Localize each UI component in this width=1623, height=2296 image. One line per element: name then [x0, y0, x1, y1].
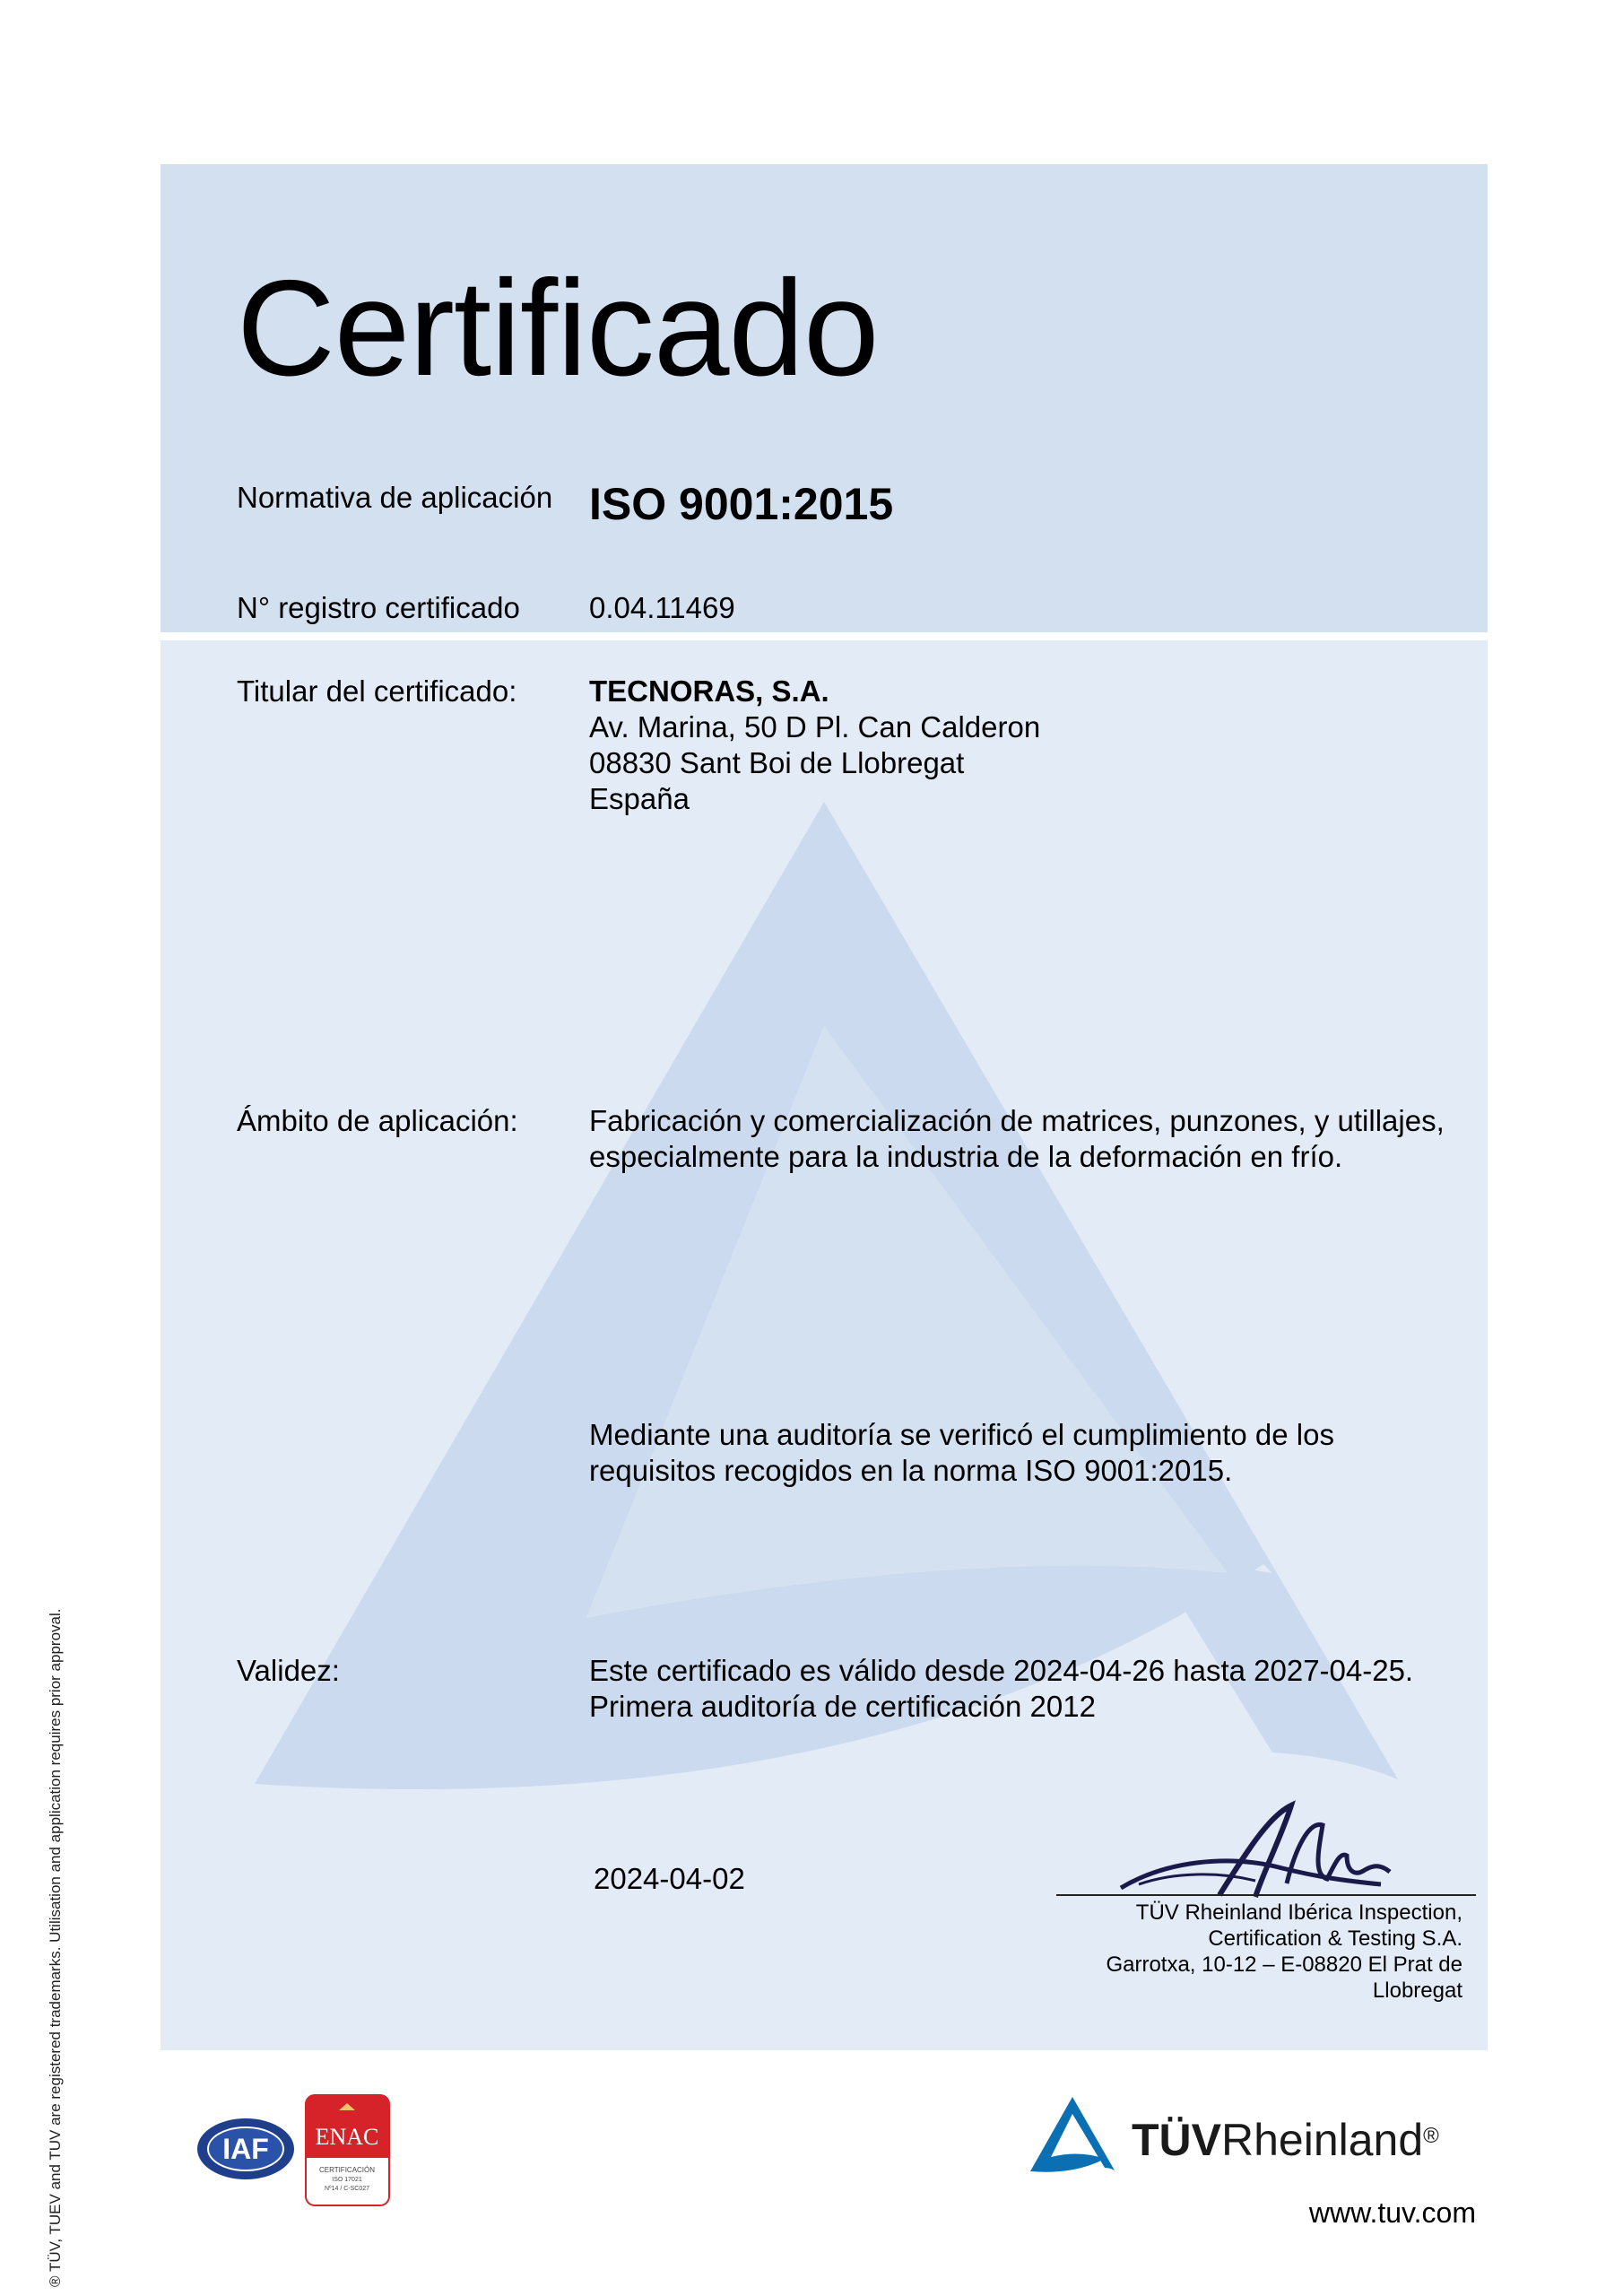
issuer-line: Llobregat	[1372, 1979, 1462, 2003]
audit-statement	[589, 1417, 1334, 1489]
scope-value	[589, 1103, 1445, 1175]
trademark-note: ® TÜV, TUEV and TUV are registered trademarks. Utilisation and application requires prior approval.	[47, 1608, 64, 2287]
registered-mark: ®	[1423, 2124, 1439, 2148]
tuv-triangle-logo	[1028, 2094, 1117, 2175]
enac-logo	[305, 2094, 390, 2206]
issuer-block	[996, 1900, 1462, 2004]
enac-sub: CERTIFICACIÓN	[318, 2166, 376, 2174]
scope-line: Fabricación y comercialización de matrices, punzones, y utillajes,	[589, 1104, 1445, 1137]
holder-address-line: España	[589, 782, 690, 815]
standard-value: ISO 9001:2015	[589, 479, 894, 529]
registry-value: 0.04.11469	[589, 591, 735, 624]
scope-line: especialmente para la industria de la deformación en frío.	[589, 1140, 1343, 1173]
issue-date: 2024-04-02	[594, 1862, 745, 1895]
issuer-line: TÜV Rheinland Ibérica Inspection,	[1135, 1900, 1462, 1925]
holder-address-line: Av. Marina, 50 D Pl. Can Calderon	[589, 710, 1041, 744]
enac-sub: ISO 17021	[332, 2177, 362, 2183]
signature	[1112, 1798, 1417, 1906]
enac-sub: Nº14 / C-SC027	[324, 2186, 370, 2192]
validity-line: Primera auditoría de certificación 2012	[589, 1690, 1096, 1723]
iaf-logo	[195, 2117, 296, 2181]
standard-label: Normativa de aplicación	[237, 481, 553, 514]
validity-label: Validez:	[237, 1654, 340, 1687]
audit-line: requisitos recogidos en la norma ISO 9001:2015.	[589, 1454, 1233, 1487]
tuv-bold: TÜV	[1132, 2115, 1221, 2165]
audit-line: Mediante una auditoría se verificó el cumplimiento de los	[589, 1418, 1334, 1451]
validity-value	[589, 1653, 1413, 1725]
scope-label: Ámbito de aplicación:	[237, 1104, 518, 1137]
holder-address-line: 08830 Sant Boi de Llobregat	[589, 746, 965, 779]
website-url: www.tuv.com	[1308, 2196, 1476, 2229]
tuv-wordmark	[1132, 2115, 1439, 2165]
iaf-text: IAF	[222, 2133, 269, 2165]
holder-label: Titular del certificado:	[237, 674, 517, 708]
certificate-title: Certificado	[237, 252, 879, 404]
registry-label: N° registro certificado	[237, 591, 520, 624]
holder-name: TECNORAS, S.A.	[589, 674, 829, 708]
enac-text: ENAC	[315, 2124, 379, 2150]
signature-line	[1056, 1894, 1476, 1896]
issuer-line: Garrotxa, 10-12 – E-08820 El Prat de	[1106, 1952, 1462, 1977]
holder-block	[589, 674, 1040, 817]
issuer-line: Certification & Testing S.A.	[1208, 1926, 1462, 1951]
validity-line: Este certificado es válido desde 2024-04-26 hasta 2027-04-25.	[589, 1654, 1414, 1687]
tuv-regular: Rheinland	[1221, 2115, 1424, 2165]
